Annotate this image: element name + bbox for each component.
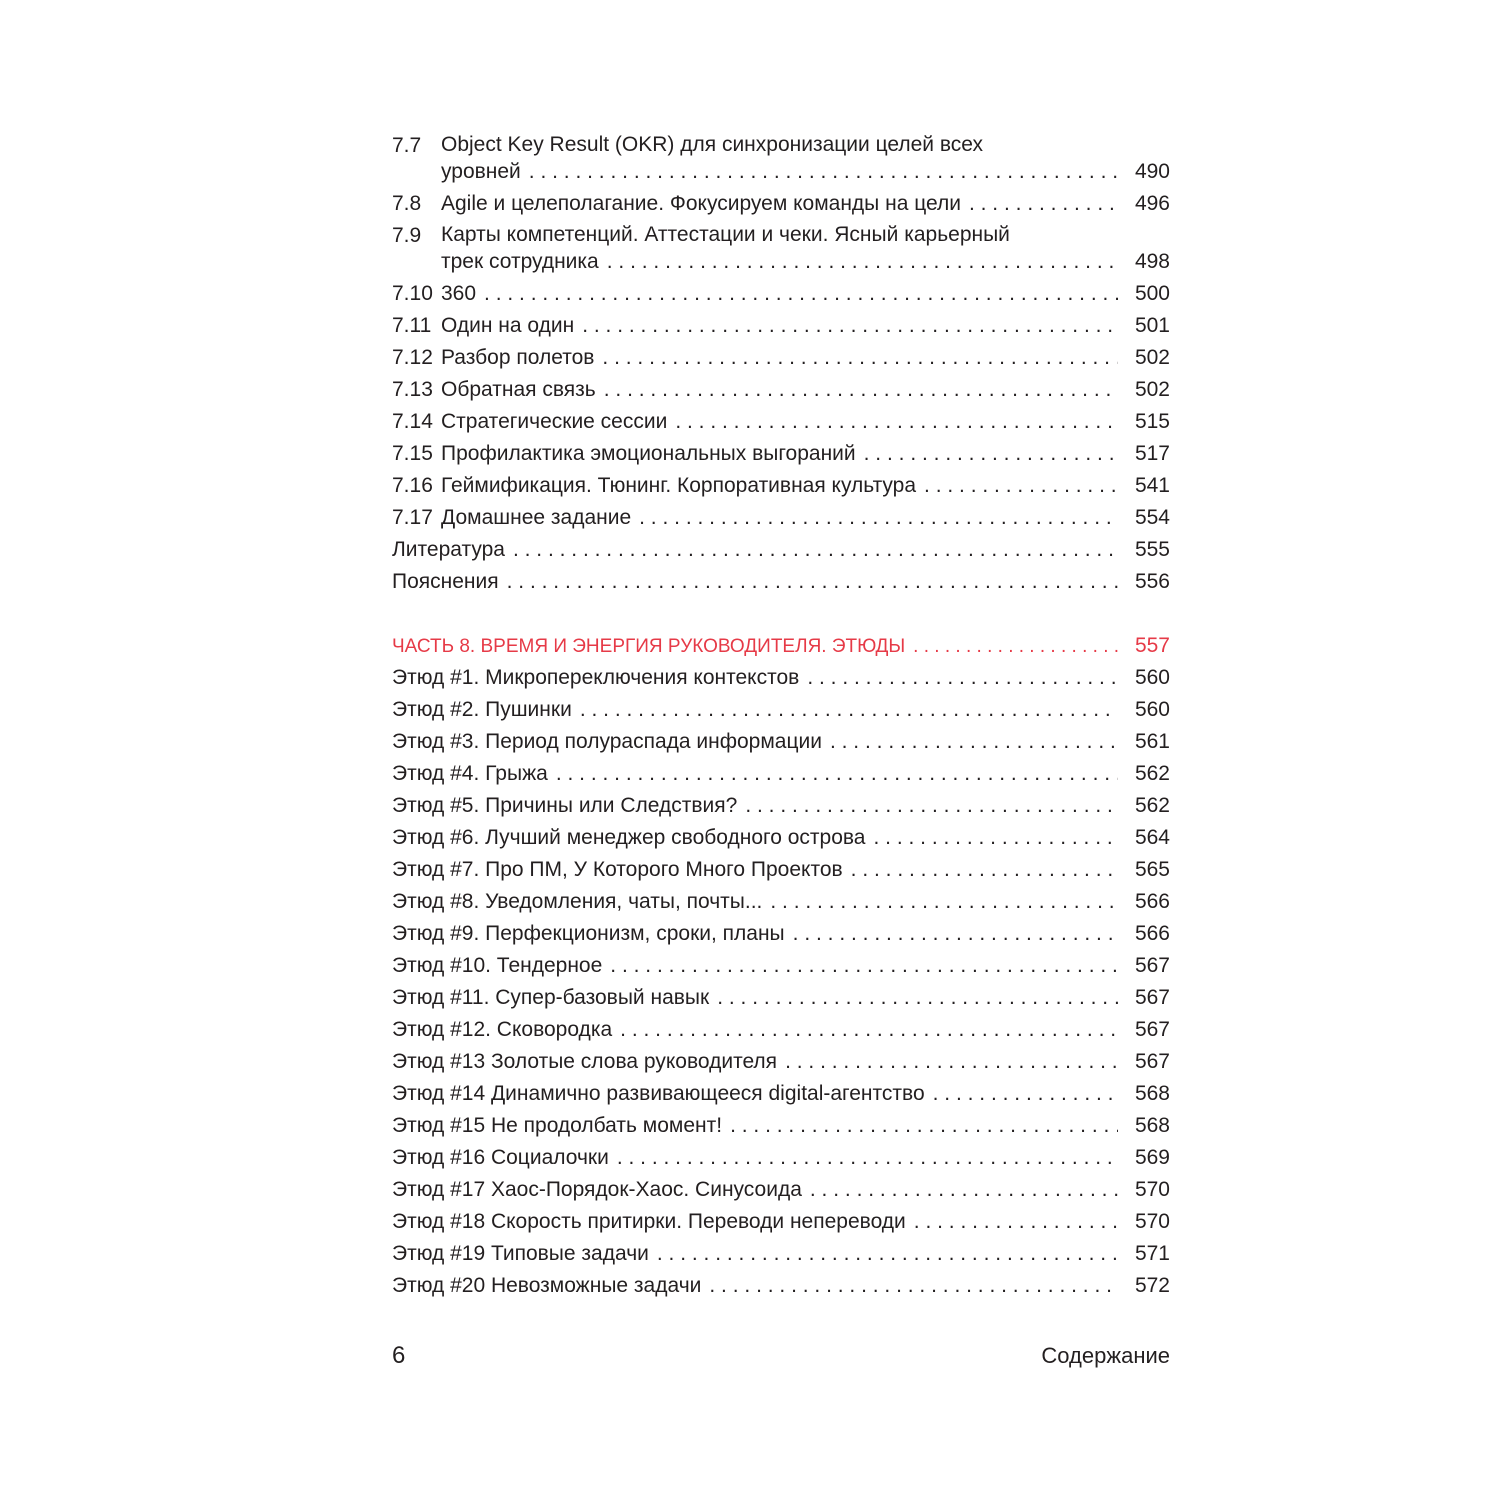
entry-page: 502 [1134,346,1170,369]
etude-entry [392,790,1170,822]
dot-leader [851,854,1118,886]
etude-entry [392,1238,1170,1270]
entry-page: 568 [1134,1114,1170,1137]
entry-title-line1: Карты компетенций. Аттестации и чеки. Ясный карьерный [441,223,1010,246]
etude-entry [392,1046,1170,1078]
dot-leader [602,342,1118,374]
entry-page: 561 [1134,730,1170,753]
etude-entry [392,1270,1170,1302]
entry-title: Этюд #9. Перфекционизм, сроки, планы [392,922,785,945]
toc-entry [392,310,1170,342]
entry-page: 562 [1134,794,1170,817]
entry-title: Этюд #8. Уведомления, чаты, почты... [392,890,763,913]
entry-number: 7.17 [392,506,433,529]
entry-page: 490 [1134,160,1170,183]
entry-title: Профилактика эмоциональных выгораний [441,442,856,465]
entry-title: Этюд #20 Невозможные задачи [392,1274,702,1297]
toc-entry [392,438,1170,470]
etude-entry [392,982,1170,1014]
running-title: Содержание [1041,1343,1170,1368]
etude-entry [392,1206,1170,1238]
entry-number: 7.12 [392,346,433,369]
entry-page: 555 [1134,538,1170,561]
etudes-list [392,662,1170,1302]
entry-title: Этюд #4. Грыжа [392,762,548,785]
entry-title: Стратегические сессии [441,410,668,433]
entry-number: 7.8 [392,192,422,215]
dot-leader [617,1142,1118,1174]
dot-leader [830,726,1118,758]
etude-entry [392,726,1170,758]
entry-title: Разбор полетов [441,346,595,369]
entry-number: 7.9 [392,224,422,247]
entry-title: Этюд #10. Тендерное [392,954,603,977]
entry-title: Этюд #12. Сковородка [392,1018,613,1041]
etude-entry [392,694,1170,726]
etude-entry [392,950,1170,982]
etude-entry [392,1110,1170,1142]
dot-leader [913,631,1118,663]
dot-leader [709,1270,1118,1302]
dot-leader [513,534,1118,566]
dot-leader [933,1078,1118,1110]
entry-page: 567 [1134,1018,1170,1041]
entry-number: 7.15 [392,442,433,465]
entry-page: 496 [1134,192,1170,215]
entry-page: 556 [1134,570,1170,593]
entry-page: 498 [1134,250,1170,273]
entry-title: Один на один [441,314,575,337]
entry-page: 541 [1134,474,1170,497]
entry-title: Этюд #3. Период полураспада информации [392,730,822,753]
dot-leader [610,950,1118,982]
dot-leader [730,1110,1118,1142]
entry-page: 501 [1134,314,1170,337]
etude-entry [392,662,1170,694]
dot-leader [607,246,1118,278]
entry-title: Этюд #17 Хаос-Порядок-Хаос. Синусоида [392,1178,802,1201]
entry-number: 7.13 [392,378,433,401]
dot-leader [785,1046,1118,1078]
dot-leader [620,1014,1118,1046]
entry-page: 567 [1134,986,1170,1009]
entry-title: Этюд #2. Пушинки [392,698,572,721]
dot-leader [969,188,1118,220]
entry-title: Этюд #7. Про ПМ, У Которого Много Проектов [392,858,843,881]
dot-leader [556,758,1118,790]
entry-number: 7.14 [392,410,433,433]
dot-leader [770,886,1118,918]
entry-title: Этюд #18 Скорость притирки. Переводи непереводи [392,1210,906,1233]
entry-page: 517 [1134,442,1170,465]
etude-entry [392,1014,1170,1046]
part-page: 557 [1134,634,1170,657]
entry-page: 566 [1134,890,1170,913]
entry-title: Геймификация. Тюнинг. Корпоративная культура [441,474,917,497]
toc-entry [392,188,1170,220]
toc-entry [392,406,1170,438]
entry-title: трек сотрудника [441,250,599,273]
entry-page: 565 [1134,858,1170,881]
part-heading [392,630,1170,662]
dot-leader [582,310,1118,342]
part-title: ЧАСТЬ 8. ВРЕМЯ И ЭНЕРГИЯ РУКОВОДИТЕЛЯ. ЭТЮДЫ [392,636,906,657]
entry-page: 562 [1134,762,1170,785]
entry-number: 7.11 [392,314,432,337]
dot-leader [810,1174,1118,1206]
entry-page: 554 [1134,506,1170,529]
etude-entry [392,822,1170,854]
entry-title: Этюд #5. Причины или Следствия? [392,794,738,817]
dot-leader [924,470,1118,502]
dot-leader [484,278,1118,310]
dot-leader [529,156,1118,188]
entry-title: Этюд #15 Не продолбать момент! [392,1114,723,1137]
dot-leader [507,566,1118,598]
toc-entry [392,470,1170,502]
toc-entry [392,130,1170,188]
entry-page: 572 [1134,1274,1170,1297]
entry-page: 500 [1134,282,1170,305]
entry-number: 7.7 [392,134,422,157]
entry-page: 570 [1134,1178,1170,1201]
entry-title: уровней [441,160,521,183]
entry-title: Этюд #16 Социалочки [392,1146,609,1169]
dot-leader [604,374,1118,406]
entry-title: Этюд #11. Супер-базовый навык [392,986,710,1009]
entry-title: Этюд #14 Динамично развивающееся digital-агентство [392,1082,925,1105]
dot-leader [657,1238,1118,1270]
entry-page: 560 [1134,698,1170,721]
table-of-contents [392,130,1170,1302]
dot-leader [745,790,1118,822]
etude-entry [392,1078,1170,1110]
toc-entry [392,278,1170,310]
entry-title: Этюд #13 Золотые слова руководителя [392,1050,778,1073]
toc-entry [392,220,1170,278]
toc-entry [392,374,1170,406]
entry-page: 560 [1134,666,1170,689]
dot-leader [580,694,1118,726]
toc-entry-notes [392,566,1170,598]
entry-title: Литература [392,538,505,561]
etude-entry [392,918,1170,950]
entry-page: 570 [1134,1210,1170,1233]
entry-title: Домашнее задание [441,506,632,529]
entry-page: 567 [1134,1050,1170,1073]
dot-leader [914,1206,1118,1238]
dot-leader [639,502,1118,534]
etude-entry [392,1142,1170,1174]
dot-leader [793,918,1118,950]
page-number: 6 [392,1342,406,1369]
dot-leader [807,662,1118,694]
entry-title-line1: Object Key Result (OKR) для синхронизации целей всех [441,133,984,156]
dot-leader [864,438,1118,470]
entry-title: Этюд #1. Микропереключения контекстов [392,666,800,689]
entry-title: Agile и целеполагание. Фокусируем команды на цели [441,192,961,215]
dot-leader [717,982,1118,1014]
entry-page: 564 [1134,826,1170,849]
entry-page: 567 [1134,954,1170,977]
toc-entry-literature [392,534,1170,566]
section-gap [392,598,1170,630]
entry-title: Этюд #6. Лучший менеджер свободного острова [392,826,866,849]
etude-entry [392,1174,1170,1206]
entry-number: 7.10 [392,282,433,305]
dot-leader [873,822,1118,854]
entry-number: 7.16 [392,474,433,497]
entry-page: 502 [1134,378,1170,401]
entry-title: Этюд #19 Типовые задачи [392,1242,649,1265]
entry-page: 566 [1134,922,1170,945]
entry-page: 571 [1134,1242,1170,1265]
entry-title: Пояснения [392,570,499,593]
entry-page: 568 [1134,1082,1170,1105]
entry-page: 515 [1134,410,1170,433]
entry-title: Обратная связь [441,378,596,401]
toc-entry [392,502,1170,534]
etude-entry [392,854,1170,886]
etude-entry [392,758,1170,790]
entry-page: 569 [1134,1146,1170,1169]
entry-title: 360 [441,282,477,305]
dot-leader [675,406,1118,438]
page-footer [392,1338,1170,1374]
etude-entry [392,886,1170,918]
toc-entry [392,342,1170,374]
